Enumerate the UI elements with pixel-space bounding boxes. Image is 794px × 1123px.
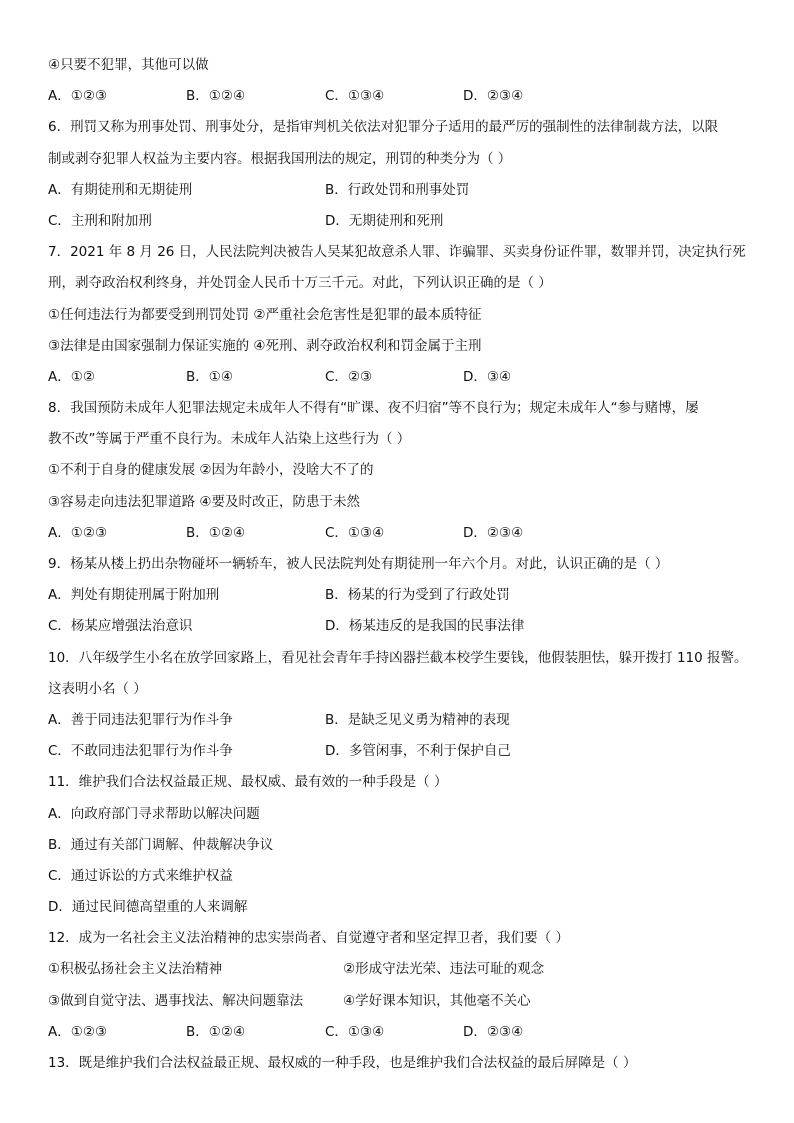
options-line [48, 705, 760, 736]
options-line [48, 611, 760, 642]
statement-line [48, 331, 760, 362]
statement-line [48, 954, 760, 985]
options-line [48, 175, 760, 206]
statement-1: ①积极弘扬社会主义法治精神 [48, 961, 223, 978]
question-8-stem [48, 393, 760, 424]
option-b: B．①②④ [186, 524, 246, 541]
line-text: 教不改”等属于严重不良行为。未成年人沾染上这些行为（ ） [48, 431, 411, 448]
option-a: A．①②③ [48, 1023, 108, 1040]
statement-3: ③做到自觉守法、遇事找法、解决问题靠法 [48, 992, 304, 1009]
option-d: D．③④ [463, 368, 512, 385]
question-6-stem [48, 112, 760, 143]
option-line [48, 892, 760, 923]
line-text: 7．2021 年 8 月 26 日，人民法院判决被告人吴某犯故意杀人罪、诈骗罪、买卖身份证件罪，数罪并罚，决定执行死 [48, 244, 746, 261]
option-d: D．多管闲事，不利于保护自己 [325, 743, 511, 760]
question-9-stem [48, 549, 760, 580]
option-d: D．②③④ [463, 524, 524, 541]
line-text: ④只要不犯罪，其他可以做 [48, 57, 209, 73]
statement-line [48, 487, 760, 518]
option-d: D．杨某违反的是我国的民事法律 [325, 618, 525, 635]
statement-line [48, 455, 760, 486]
option-c: C．主刑和附加刑 [48, 212, 152, 229]
option-a: A．①②③ [48, 88, 108, 105]
question-8-stem-cont [48, 424, 760, 455]
statement-line [48, 300, 760, 331]
option-c: C．不敢同违法犯罪行为作斗争 [48, 743, 233, 760]
option-c: C．通过诉讼的方式来维护权益 [48, 867, 233, 884]
options-line [48, 1017, 760, 1048]
options-line [48, 518, 760, 549]
option-d: D．无期徒刑和死刑 [325, 212, 444, 229]
option-c: C．②③ [325, 368, 373, 385]
text-line [48, 50, 760, 81]
option-b: B．杨某的行为受到了行政处罚 [325, 587, 510, 604]
line-text: 刑，剥夺政治权利终身，并处罚金人民币十万三千元。对此，下列认识正确的是（ ） [48, 275, 552, 292]
line-text: ③容易走向违法犯罪道路 ④要及时改正，防患于未然 [48, 493, 360, 510]
question-6-stem-cont [48, 144, 760, 175]
option-line [48, 799, 760, 830]
line-text: ③法律是由国家强制力保证实施的 ④死刑、剥夺政治权利和罚金属于主刑 [48, 337, 482, 354]
option-b: B．是缺乏见义勇为精神的表现 [325, 711, 510, 728]
line-text: 9．杨某从楼上扔出杂物碰坏一辆轿车，被人民法院判处有期徒刑一年六个月。对此，认识正确的是（ ） [48, 556, 669, 572]
option-b: B．行政处罚和刑事处罚 [325, 181, 470, 198]
option-line [48, 861, 760, 892]
statement-2: ②形成守法光荣、违法可耻的观念 [343, 961, 545, 978]
question-7-stem [48, 237, 760, 268]
question-10-stem [48, 643, 760, 674]
question-11-stem [48, 767, 760, 798]
statement-4: ④学好课本知识，其他毫不关心 [343, 992, 531, 1009]
option-b: B．通过有关部门调解、仲裁解决争议 [48, 836, 274, 853]
option-b: B．①④ [186, 368, 233, 385]
option-a: A．判处有期徒刑属于附加刑 [48, 587, 220, 604]
option-a: A．向政府部门寻求帮助以解决问题 [48, 805, 260, 822]
option-d: D．②③④ [463, 88, 524, 105]
options-line [48, 736, 760, 767]
options-line [48, 206, 760, 237]
option-a: A．①② [48, 368, 95, 385]
line-text: ①不利于自身的健康发展 ②因为年龄小，没啥大不了的 [48, 462, 374, 479]
options-line [48, 81, 760, 112]
line-text: 11．维护我们合法权益最正规、最权威、最有效的一种手段是（ ） [48, 774, 448, 791]
line-text: 12．成为一名社会主义法治精神的忠实崇尚者、自觉遵守者和坚定捍卫者，我们要（ ） [48, 930, 569, 947]
option-d: D．②③④ [463, 1023, 524, 1040]
option-b: B．①②④ [186, 1023, 246, 1040]
option-c: C．①③④ [325, 88, 385, 105]
line-text: ①任何违法行为都要受到刑罚处罚 ②严重社会危害性是犯罪的最本质特征 [48, 306, 482, 323]
question-10-stem-cont [48, 674, 760, 705]
option-a: A．有期徒刑和无期徒刑 [48, 181, 193, 198]
option-a: A．善于同违法犯罪行为作斗争 [48, 711, 233, 728]
question-7-stem-cont [48, 268, 760, 299]
option-b: B．①②④ [186, 88, 246, 105]
line-text: 8．我国预防未成年人犯罪法规定未成年人不得有“旷课、夜不归宿”等不良行为；规定未成年人“参与赌博，屡 [48, 400, 699, 417]
exam-page [48, 50, 760, 1079]
option-a: A．①②③ [48, 524, 108, 541]
option-c: C．杨某应增强法治意识 [48, 618, 193, 635]
option-c: C．①③④ [325, 1023, 385, 1040]
options-line [48, 362, 760, 393]
statement-line [48, 986, 760, 1017]
line-text: 这表明小名（ ） [48, 680, 147, 697]
line-text: 10．八年级学生小名在放学回家路上，看见社会青年手持凶器拦截本校学生要钱，他假装胆怯，躲开拨打 110 报警。 [48, 649, 748, 666]
option-line [48, 830, 760, 861]
options-line [48, 580, 760, 611]
question-12-stem [48, 923, 760, 954]
line-text: 制或剥夺犯罪人权益为主要内容。根据我国刑法的规定，刑罚的种类分为（ ） [48, 150, 512, 167]
question-13-stem [48, 1048, 760, 1079]
line-text: 6．刑罚又称为刑事处罚、刑事处分，是指审判机关依法对犯罪分子适用的最严厉的强制性的法律制裁方法，以限 [48, 119, 719, 136]
option-d: D．通过民间德高望重的人来调解 [48, 899, 248, 916]
line-text: 13．既是维护我们合法权益最正规、最权威的一种手段，也是维护我们合法权益的最后屏障是（ ） [48, 1055, 637, 1071]
option-c: C．①③④ [325, 524, 385, 541]
